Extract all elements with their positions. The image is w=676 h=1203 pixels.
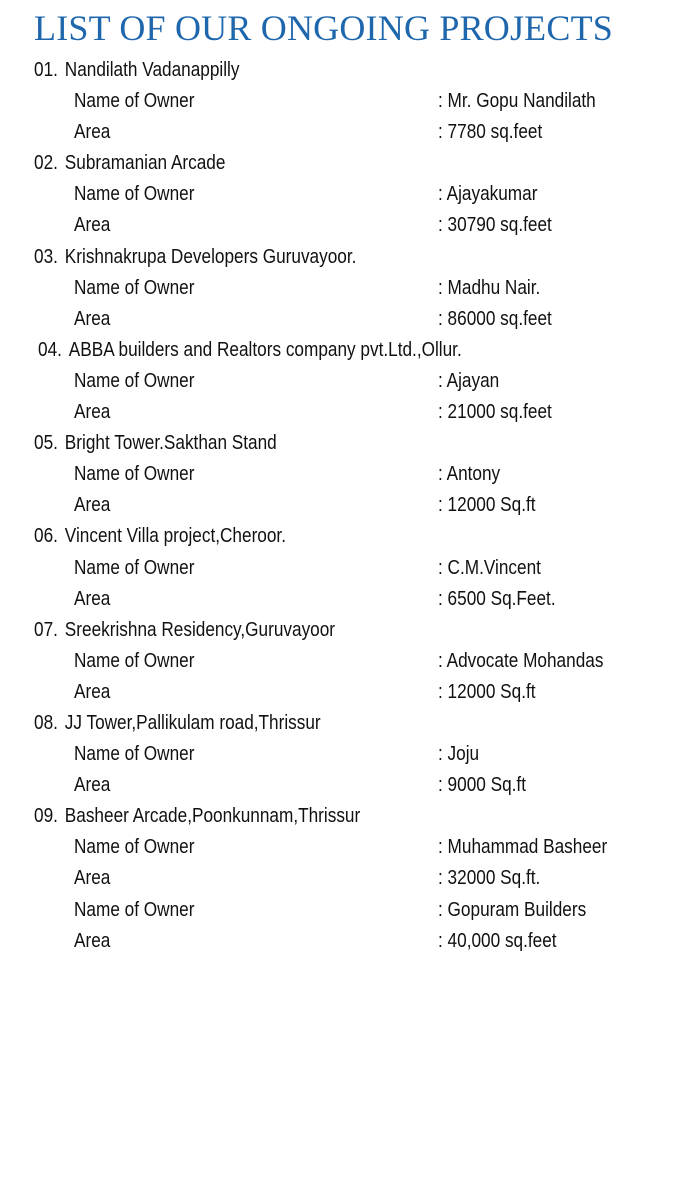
- detail-value: : Madhu Nair.: [438, 276, 541, 299]
- detail-row: [0, 117, 676, 148]
- project-heading: [0, 521, 676, 552]
- project-number: 07.: [34, 618, 58, 641]
- project-heading-text: [34, 55, 239, 86]
- detail-label: Name of Owner: [74, 463, 195, 486]
- detail-row: [0, 677, 676, 708]
- detail-label: Name of Owner: [74, 649, 195, 672]
- project-heading: [0, 55, 676, 86]
- detail-value: : Ajayakumar: [438, 183, 538, 206]
- detail-label: Area: [74, 587, 111, 610]
- detail-value: : 40,000 sq.feet: [438, 929, 557, 952]
- detail-row: [0, 646, 676, 677]
- detail-label: Area: [74, 494, 111, 517]
- detail-row: [0, 397, 676, 428]
- detail-row: [0, 553, 676, 584]
- detail-value: : Joju: [438, 743, 480, 766]
- project-number: 02.: [34, 152, 58, 175]
- detail-label: Area: [74, 929, 111, 952]
- detail-label: Name of Owner: [74, 898, 195, 921]
- project-name: Krishnakrupa Developers Guruvayoor.: [64, 245, 357, 268]
- detail-value: : 6500 Sq.Feet.: [438, 587, 556, 610]
- detail-label: Area: [74, 307, 111, 330]
- project-name: Bright Tower.Sakthan Stand: [64, 432, 277, 455]
- detail-value: : 86000 sq.feet: [438, 307, 552, 330]
- detail-label: Name of Owner: [74, 836, 195, 859]
- project-heading-text: [34, 708, 321, 739]
- project-heading-text: [34, 148, 225, 179]
- project-number: 08.: [34, 711, 58, 734]
- detail-row: [0, 926, 676, 957]
- detail-value: : Mr. Gopu Nandilath: [438, 90, 596, 113]
- project-heading-text: [38, 335, 462, 366]
- project-name: Sreekrishna Residency,Guruvayoor: [64, 618, 336, 641]
- detail-label: Area: [74, 121, 111, 144]
- detail-row: [0, 584, 676, 615]
- detail-label: Area: [74, 401, 111, 424]
- project-heading: [0, 148, 676, 179]
- project-name: Vincent Villa project,Cheroor.: [64, 525, 286, 548]
- project-number: 01.: [34, 59, 58, 81]
- project-heading: [0, 428, 676, 459]
- project-number: 04.: [38, 338, 62, 361]
- project-list: [0, 55, 676, 957]
- project-number: 03.: [34, 245, 58, 268]
- detail-row: [0, 863, 676, 894]
- project-number: 09.: [34, 805, 58, 828]
- detail-row: [0, 459, 676, 490]
- detail-value: : 12000 Sq.ft: [438, 680, 536, 703]
- detail-value: : Gopuram Builders: [438, 898, 587, 921]
- project-heading: [0, 801, 676, 832]
- detail-label: Area: [74, 680, 111, 703]
- detail-value: : 32000 Sq.ft.: [438, 867, 541, 890]
- detail-row: [0, 895, 676, 926]
- detail-label: Name of Owner: [74, 556, 195, 579]
- detail-value: : 21000 sq.feet: [438, 401, 552, 424]
- project-name: Basheer Arcade,Poonkunnam,Thrissur: [64, 805, 361, 828]
- detail-row: [0, 179, 676, 210]
- detail-label: Area: [74, 774, 111, 797]
- page-title: LIST OF OUR ONGOING PROJECTS: [34, 8, 613, 48]
- project-heading: [0, 615, 676, 646]
- detail-row: [0, 490, 676, 521]
- detail-value: : Antony: [438, 463, 501, 486]
- project-name: Subramanian Arcade: [64, 152, 226, 175]
- detail-row: [0, 210, 676, 241]
- detail-value: : Ajayan: [438, 369, 500, 392]
- detail-value: : C.M.Vincent: [438, 556, 541, 579]
- project-name: Nandilath Vadanappilly: [64, 59, 240, 81]
- project-heading-text: [34, 801, 360, 832]
- project-number: 05.: [34, 432, 58, 455]
- project-heading: [0, 242, 676, 273]
- detail-row: [0, 739, 676, 770]
- detail-value: : 30790 sq.feet: [438, 214, 552, 237]
- detail-label: Name of Owner: [74, 743, 195, 766]
- project-name: ABBA builders and Realtors company pvt.Ltd.,Ollur.: [68, 338, 462, 361]
- project-number: 06.: [34, 525, 58, 548]
- detail-value: : Muhammad Basheer: [438, 836, 608, 859]
- project-name: JJ Tower,Pallikulam road,Thrissur: [64, 711, 321, 734]
- project-heading: [0, 335, 676, 366]
- detail-row: [0, 304, 676, 335]
- project-heading-text: [34, 428, 277, 459]
- detail-row: [0, 832, 676, 863]
- detail-value: : 9000 Sq.ft: [438, 774, 526, 797]
- project-heading: [0, 708, 676, 739]
- detail-value: : 12000 Sq.ft: [438, 494, 536, 517]
- detail-value: : Advocate Mohandas: [438, 649, 604, 672]
- detail-label: Name of Owner: [74, 369, 195, 392]
- detail-row: [0, 273, 676, 304]
- detail-row: [0, 86, 676, 117]
- project-heading-text: [34, 615, 335, 646]
- project-heading-text: [34, 521, 286, 552]
- detail-row: [0, 770, 676, 801]
- detail-label: Area: [74, 867, 111, 890]
- detail-row: [0, 366, 676, 397]
- project-heading-text: [34, 242, 356, 273]
- detail-label: Name of Owner: [74, 276, 195, 299]
- detail-label: Name of Owner: [74, 90, 195, 113]
- detail-label: Area: [74, 214, 111, 237]
- detail-label: Name of Owner: [74, 183, 195, 206]
- detail-value: : 7780 sq.feet: [438, 121, 543, 144]
